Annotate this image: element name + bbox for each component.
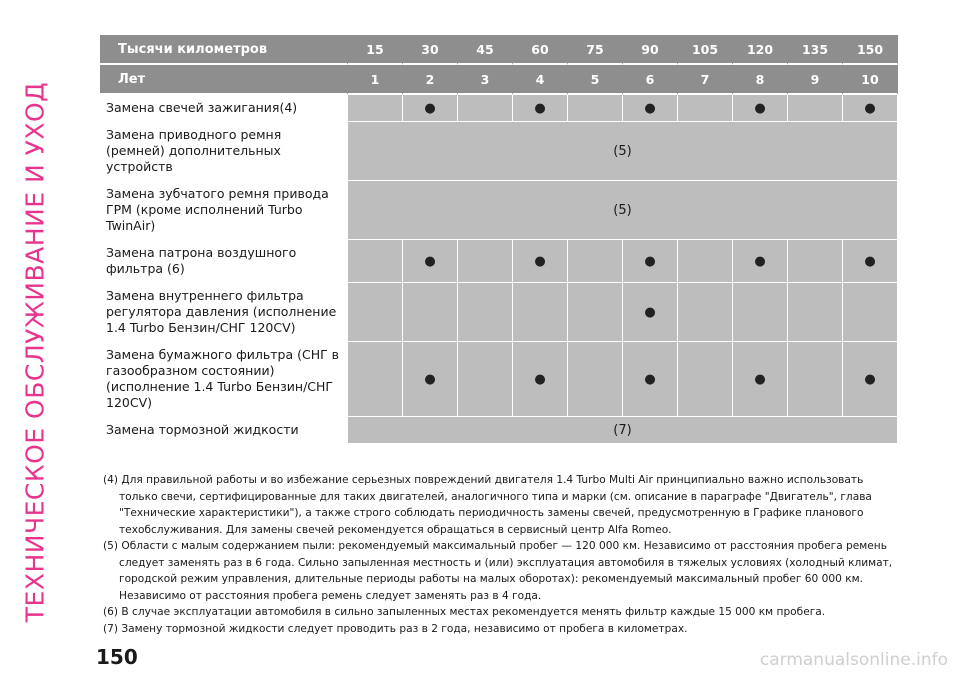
table-row bbox=[100, 122, 898, 181]
schedule-cell bbox=[678, 283, 733, 342]
schedule-cell bbox=[843, 342, 898, 417]
schedule-cell bbox=[403, 95, 458, 122]
scheduled-dot-icon: ● bbox=[644, 372, 656, 387]
schedule-cell bbox=[678, 95, 733, 122]
section-side-title bbox=[0, 0, 70, 678]
row-label: Замена зубчатого ремня привода ГРМ (кроме исполнений Turbo TwinAir) bbox=[100, 181, 348, 240]
schedule-cell bbox=[568, 283, 623, 342]
maintenance-schedule-table bbox=[100, 35, 898, 444]
schedule-cell bbox=[623, 95, 678, 122]
schedule-cell bbox=[568, 95, 623, 122]
schedule-cell bbox=[568, 342, 623, 417]
header-km-90: 90 bbox=[623, 35, 678, 65]
row-label: Замена бумажного фильтра (СНГ в газообразном состоянии) (исполнение 1.4 Turbo Бензин/СНГ 120CV) bbox=[100, 342, 348, 417]
scheduled-dot-icon: ● bbox=[424, 372, 436, 387]
scheduled-dot-icon: ● bbox=[534, 254, 546, 269]
header-km-15: 15 bbox=[348, 35, 403, 65]
section-side-title-text: ТЕХНИЧЕСКОЕ ОБСЛУЖИВАНИЕ И УХОД bbox=[20, 81, 50, 623]
schedule-cell bbox=[348, 342, 403, 417]
footnote: (5) Области с малым содержанием пыли: рекомендуемый максимальный пробег — 120 000 км. Независимо от расстояния пробега ремень следует заменять раз в 6 года. Сильно запыленная местность и (или) эксплуатация автомобиля в тяжелых условиях (холодный климат, городской режим управления, длительные периоды работы на малых оборотах): рекомендуемый максимальный пробег 60 000 км. Независимо от расстояния пробега ремень следует заменять раз в 4 года. bbox=[103, 540, 893, 602]
scheduled-dot-icon: ● bbox=[864, 372, 876, 387]
header-km-120: 120 bbox=[733, 35, 788, 65]
footnotes bbox=[103, 472, 895, 637]
header-year-6: 6 bbox=[623, 65, 678, 95]
scheduled-dot-icon: ● bbox=[754, 372, 766, 387]
table-row bbox=[100, 417, 898, 444]
schedule-cell bbox=[348, 240, 403, 283]
schedule-cell bbox=[843, 283, 898, 342]
header-year-3: 3 bbox=[458, 65, 513, 95]
schedule-cell bbox=[568, 240, 623, 283]
schedule-cell bbox=[788, 95, 843, 122]
row-label: Замена тормозной жидкости bbox=[100, 417, 348, 444]
header-year-8: 8 bbox=[733, 65, 788, 95]
table-row bbox=[100, 181, 898, 240]
header-km-150: 150 bbox=[843, 35, 898, 65]
schedule-cell bbox=[733, 342, 788, 417]
schedule-cell bbox=[458, 342, 513, 417]
schedule-cell bbox=[513, 240, 568, 283]
header-km-105: 105 bbox=[678, 35, 733, 65]
scheduled-dot-icon: ● bbox=[424, 254, 436, 269]
schedule-cell bbox=[788, 240, 843, 283]
table-row bbox=[100, 342, 898, 417]
schedule-cell bbox=[733, 283, 788, 342]
schedule-cell bbox=[403, 283, 458, 342]
header-year-7: 7 bbox=[678, 65, 733, 95]
scheduled-dot-icon: ● bbox=[864, 254, 876, 269]
footnote: (4) Для правильной работы и во избежание серьезных повреждений двигателя 1.4 Turbo Multi Air принципиально важно использовать только свечи, сертифицированные для таких двигателей, аналогичного типа и марки (см. описание в параграфе "Двигатель", глава "Технические характеристики"), а также строго соблюдать периодичность замены свечей, предусмотренную в Графике планового техобслуживания. Для замены свечей рекомендуется обращаться в сервисный центр Alfa Romeo. bbox=[103, 474, 872, 536]
header-km-75: 75 bbox=[568, 35, 623, 65]
header-year-5: 5 bbox=[568, 65, 623, 95]
schedule-cell bbox=[843, 95, 898, 122]
header-years-label: Лет bbox=[100, 65, 348, 95]
header-km-135: 135 bbox=[788, 35, 843, 65]
header-km-30: 30 bbox=[403, 35, 458, 65]
schedule-cell bbox=[843, 240, 898, 283]
interval-note-cell: (7) bbox=[348, 417, 898, 444]
row-label: Замена свечей зажигания(4) bbox=[100, 95, 348, 122]
interval-note-cell: (5) bbox=[348, 181, 898, 240]
header-year-2: 2 bbox=[403, 65, 458, 95]
table-row bbox=[100, 240, 898, 283]
schedule-cell bbox=[678, 240, 733, 283]
schedule-cell bbox=[623, 342, 678, 417]
scheduled-dot-icon: ● bbox=[754, 254, 766, 269]
header-kilometers-label: Тысячи километров bbox=[100, 35, 348, 65]
schedule-cell bbox=[458, 240, 513, 283]
header-year-4: 4 bbox=[513, 65, 568, 95]
footnote: (6) В случае эксплуатации автомобиля в сильно запыленных местах рекомендуется менять фильтр каждые 15 000 км пробега. bbox=[103, 606, 826, 618]
schedule-cell bbox=[403, 342, 458, 417]
schedule-cell bbox=[513, 95, 568, 122]
schedule-cell bbox=[788, 342, 843, 417]
watermark: carmanualsonline.info bbox=[759, 650, 948, 670]
scheduled-dot-icon: ● bbox=[534, 101, 546, 116]
header-row-years bbox=[100, 65, 898, 95]
scheduled-dot-icon: ● bbox=[424, 101, 436, 116]
schedule-cell bbox=[403, 240, 458, 283]
scheduled-dot-icon: ● bbox=[754, 101, 766, 116]
scheduled-dot-icon: ● bbox=[864, 101, 876, 116]
schedule-cell bbox=[513, 342, 568, 417]
schedule-cell bbox=[458, 283, 513, 342]
header-year-1: 1 bbox=[348, 65, 403, 95]
header-row-kilometers bbox=[100, 35, 898, 65]
footnote: (7) Замену тормозной жидкости следует проводить раз в 2 года, независимо от пробега в километрах. bbox=[103, 622, 688, 635]
schedule-cell bbox=[348, 283, 403, 342]
schedule-cell bbox=[348, 95, 403, 122]
schedule-cell bbox=[458, 95, 513, 122]
scheduled-dot-icon: ● bbox=[644, 305, 656, 320]
row-label: Замена внутреннего фильтра регулятора давления (исполнение 1.4 Turbo Бензин/СНГ 120CV) bbox=[100, 283, 348, 342]
schedule-cell bbox=[733, 95, 788, 122]
row-label: Замена приводного ремня (ремней) дополнительных устройств bbox=[100, 122, 348, 181]
header-year-10: 10 bbox=[843, 65, 898, 95]
table-row bbox=[100, 283, 898, 342]
scheduled-dot-icon: ● bbox=[534, 372, 546, 387]
row-label: Замена патрона воздушного фильтра (6) bbox=[100, 240, 348, 283]
scheduled-dot-icon: ● bbox=[644, 101, 656, 116]
schedule-cell bbox=[678, 342, 733, 417]
table-row bbox=[100, 95, 898, 122]
schedule-cell bbox=[623, 240, 678, 283]
header-km-45: 45 bbox=[458, 35, 513, 65]
schedule-cell bbox=[513, 283, 568, 342]
header-km-60: 60 bbox=[513, 35, 568, 65]
schedule-cell bbox=[733, 240, 788, 283]
header-year-9: 9 bbox=[788, 65, 843, 95]
interval-note-cell: (5) bbox=[348, 122, 898, 181]
scheduled-dot-icon: ● bbox=[644, 254, 656, 269]
schedule-cell bbox=[623, 283, 678, 342]
page-number: 150 bbox=[96, 645, 138, 669]
schedule-cell bbox=[788, 283, 843, 342]
